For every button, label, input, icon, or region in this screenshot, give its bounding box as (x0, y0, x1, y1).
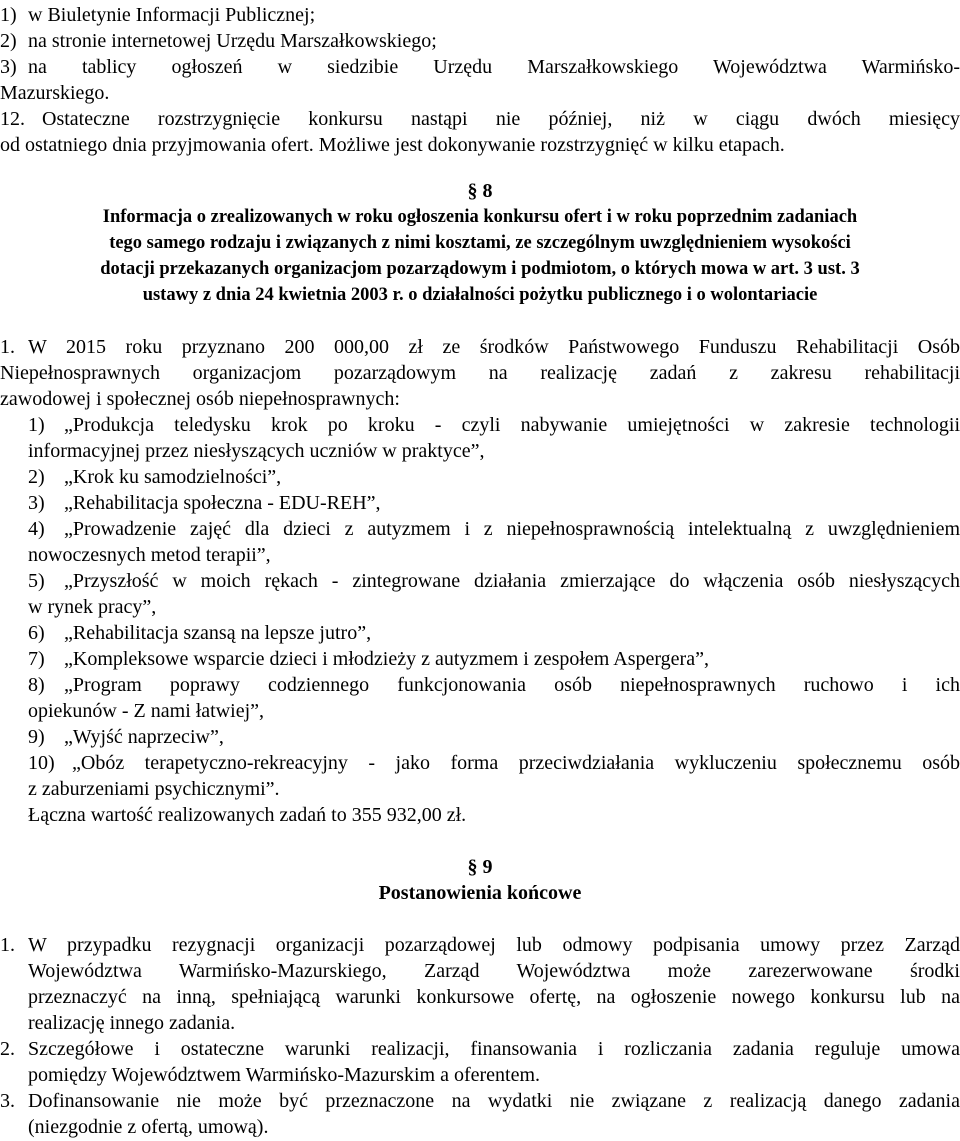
section-9-title: Postanowienia końcowe (378, 882, 582, 904)
task-text: w rynek pracy”, (28, 596, 157, 618)
point-text: realizację innego zadania. (28, 1012, 236, 1034)
task-text: opiekunów - Z nami łatwiej”, (28, 700, 265, 722)
section-8-title-line: ustawy z dnia 24 kwietnia 2003 r. o działalności pożytku publicznego i o wolontariacie (142, 285, 818, 305)
task-text: z zaburzeniami psychicznymi”. (28, 778, 280, 800)
point-number: 3. (0, 1090, 15, 1112)
point-number: 12. (0, 108, 25, 130)
task-number: 8) (28, 674, 45, 696)
task-text: informacyjnej przez niesłyszących uczniów w praktyce”, (28, 440, 485, 462)
point-number: 1. (0, 934, 15, 956)
task-text: „Kompleksowe wsparcie dzieci i młodzieży z autyzmem i zespołem Aspergera”, (64, 648, 709, 670)
section-8-title-line: dotacji przekazanych organizacjom pozarządowym i podmiotom, o których mowa w art. 3 ust. 3 (100, 259, 860, 279)
list-text: w Biuletynie Informacji Publicznej; (28, 4, 316, 26)
task-text: „Obóz terapetyczno-rekreacyjny - jako forma przeciwdziałania wykluczeniu społecznemu osób (72, 752, 960, 774)
point-text: W 2015 roku przyznano 200 000,00 zł ze środków Państwowego Funduszu Rehabilitacji Osób (28, 336, 960, 358)
point-text: Szczegółowe i ostateczne warunki realizacji, finansowania i rozliczania zadania reguluje umowa (28, 1038, 960, 1060)
point-text: Województwa Warmińsko-Mazurskiego, Zarząd Województwa może zarezerwowane środki (28, 960, 960, 982)
section-8-title-line: Informacja o zrealizowanych w roku ogłoszenia konkursu ofert i w roku poprzednim zadaniach (102, 207, 858, 227)
task-number: 3) (28, 492, 45, 514)
point-text: przeznaczyć na inną, spełniającą warunki konkursowe ofertę, na ogłoszenie nowego konkursu lub na (28, 986, 960, 1008)
point-number: 1. (0, 336, 15, 358)
task-text: nowoczesnych metod terapii”, (28, 544, 271, 566)
task-number: 4) (28, 518, 45, 540)
point-text: pomiędzy Województwem Warmińsko-Mazurskim a oferentem. (28, 1064, 541, 1086)
point-text: W przypadku rezygnacji organizacji pozarządowej lub odmowy podpisania umowy przez Zarząd (28, 934, 960, 956)
point-text: Dofinansowanie nie może być przeznaczone na wydatki nie związane z realizacją danego zadania (28, 1090, 960, 1112)
task-text: „Produkcja teledysku krok po kroku - czyli nabywanie umiejętności w zakresie technologii (64, 414, 960, 436)
list-text: na stronie internetowej Urzędu Marszałkowskiego; (28, 30, 437, 52)
list-text: na tablicy ogłoszeń w siedzibie Urzędu Marszałkowskiego Województwa Warmińsko- (28, 56, 960, 78)
task-text: „Program poprawy codziennego funkcjonowania osób niepełnosprawnych ruchowo i ich (64, 674, 960, 696)
task-number: 6) (28, 622, 45, 644)
total-text: Łączna wartość realizowanych zadań to 355 932,00 zł. (28, 804, 467, 826)
point-number: 2. (0, 1038, 15, 1060)
task-number: 10) (28, 752, 55, 774)
point-text: (niezgodnie z ofertą, umową). (28, 1116, 269, 1138)
task-text: „Krok ku samodzielności”, (64, 466, 282, 488)
task-number: 5) (28, 570, 45, 592)
section-8-title-line: tego samego rodzaju i związanych z nimi kosztami, ze szczególnym uwzględnieniem wysokości (109, 233, 851, 253)
task-text: „Rehabilitacja społeczna - EDU-REH”, (64, 492, 381, 514)
list-number: 1) (0, 4, 17, 26)
section-8-symbol: § 8 (467, 180, 493, 202)
task-number: 1) (28, 414, 45, 436)
point-text: Ostateczne rozstrzygnięcie konkursu nastąpi nie później, niż w ciągu dwóch miesięcy (42, 108, 960, 130)
point-text: Niepełnosprawnych organizacjom pozarządowym na realizację zadań z zakresu rehabilitacji (0, 362, 960, 384)
point-text: zawodowej i społecznej osób niepełnosprawnych: (0, 388, 400, 410)
list-number: 2) (0, 30, 17, 52)
section-9-symbol: § 9 (467, 856, 493, 878)
task-number: 9) (28, 726, 45, 748)
task-text: „Prowadzenie zajęć dla dzieci z autyzmem i z niepełnosprawnością intelektualną z uwzględnieniem (64, 518, 960, 540)
task-text: „Wyjść naprzeciw”, (64, 726, 224, 748)
task-number: 7) (28, 648, 45, 670)
task-number: 2) (28, 466, 45, 488)
task-text: „Rehabilitacja szansą na lepsze jutro”, (64, 622, 372, 644)
point-text: od ostatniego dnia przyjmowania ofert. Możliwe jest dokonywanie rozstrzygnięć w kilku etapach. (0, 134, 785, 156)
list-text: Mazurskiego. (0, 82, 110, 104)
task-text: „Przyszłość w moich rękach - zintegrowane działania zmierzające do włączenia osób niesłyszących (64, 570, 960, 592)
list-number: 3) (0, 56, 17, 78)
